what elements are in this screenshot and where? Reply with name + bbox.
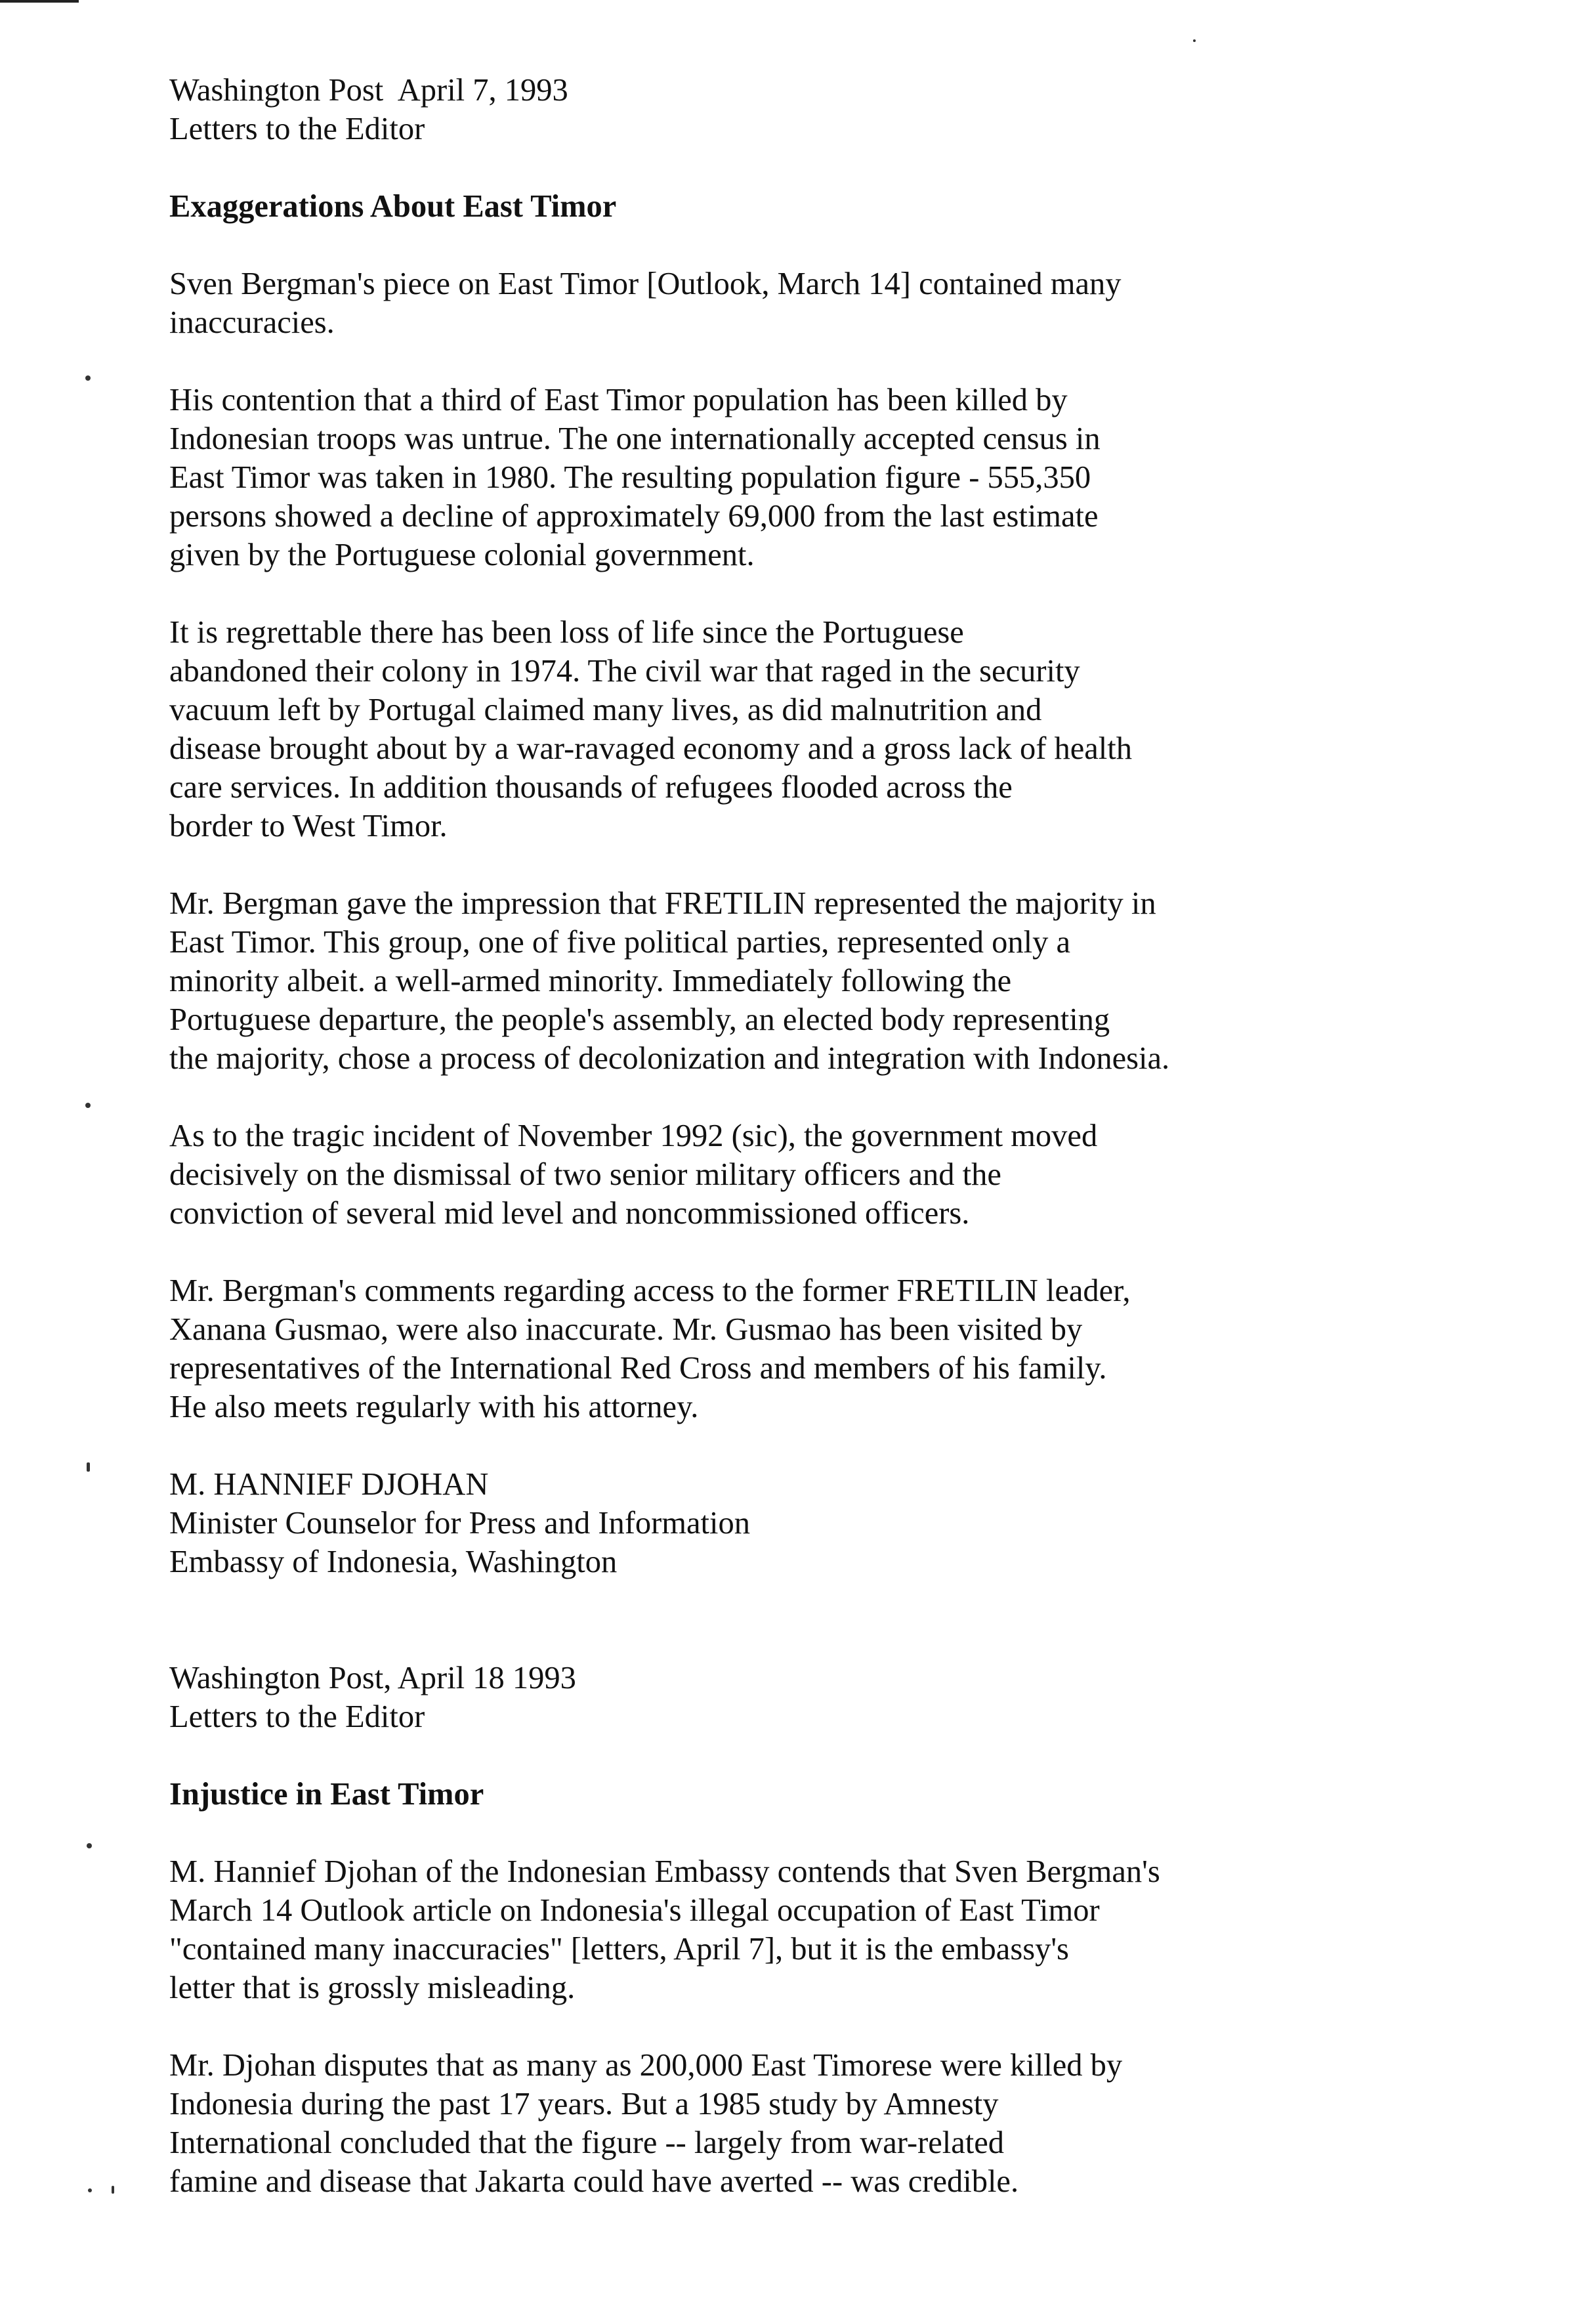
scan-edge-mark [0, 0, 79, 3]
letter-1-paragraph-3 [169, 613, 1456, 845]
text-line: abandoned their colony in 1974. The civil war that raged in the security [169, 654, 1080, 689]
letter-2-source: Washington Post, April 18 1993 [169, 1661, 576, 1695]
letter-1-title: Exaggerations About East Timor [169, 189, 617, 224]
text-line: Sven Bergman's piece on East Timor [Outlook, March 14] contained many [169, 266, 1122, 301]
text-line: "contained many inaccuracies" [letters, April 7], but it is the embassy's [169, 1932, 1069, 1967]
text-line: East Timor was taken in 1980. The resulting population figure - 555,350 [169, 460, 1091, 495]
text-line: disease brought about by a war-ravaged economy and a gross lack of health [169, 731, 1132, 766]
signature-name: M. HANNIEF DJOHAN [169, 1467, 489, 1502]
text-line: letter that is grossly misleading. [169, 1970, 576, 2005]
letter-1-paragraph-6 [169, 1271, 1456, 1426]
text-line: March 14 Outlook article on Indonesia's illegal occupation of East Timor [169, 1893, 1100, 1928]
letter-2-section: Letters to the Editor [169, 1699, 425, 1734]
letter-2-paragraph-1 [169, 1852, 1456, 2007]
text-line: As to the tragic incident of November 1992 (sic), the government moved [169, 1118, 1098, 1153]
text-line: decisively on the dismissal of two senior military officers and the [169, 1157, 1001, 1192]
text-line: conviction of several mid level and noncommissioned officers. [169, 1196, 970, 1231]
scan-speck [85, 375, 91, 381]
text-line: persons showed a decline of approximately 69,000 from the last estimate [169, 499, 1099, 534]
scan-speck [1193, 39, 1196, 42]
section-spacer [169, 1581, 1456, 1659]
signature-organization: Embassy of Indonesia, Washington [169, 1544, 618, 1579]
scan-speck [87, 1462, 90, 1472]
text-line: border to West Timor. [169, 809, 448, 843]
text-line: given by the Portuguese colonial government. [169, 538, 755, 572]
scan-speck [88, 2188, 92, 2192]
text-line: care services. In addition thousands of refugees flooded across the [169, 770, 1013, 805]
text-line: inaccuracies. [169, 305, 335, 340]
text-line: International concluded that the figure -- largely from war-related [169, 2125, 1005, 2160]
scan-speck [85, 1103, 91, 1108]
letter-1-paragraph-4 [169, 884, 1456, 1078]
signature-position: Minister Counselor for Press and Information [169, 1506, 750, 1541]
letter-2-title: Injustice in East Timor [169, 1777, 484, 1812]
letter-1-paragraph-5 [169, 1117, 1456, 1233]
scan-speck [87, 1843, 92, 1848]
text-line: He also meets regularly with his attorney. [169, 1390, 699, 1424]
letter-1-source: Washington Post April 7, 1993 [169, 73, 568, 108]
scan-speck [112, 2186, 114, 2194]
text-line: Portuguese departure, the people's assembly, an elected body representing [169, 1002, 1110, 1037]
letter-1 [169, 71, 1456, 1581]
text-line: Indonesian troops was untrue. The one internationally accepted census in [169, 421, 1101, 456]
letter-1-paragraph-1 [169, 265, 1456, 342]
text-line: the majority, chose a process of decolonization and integration with Indonesia. [169, 1041, 1170, 1076]
text-line: East Timor. This group, one of five political parties, represented only a [169, 925, 1071, 960]
text-line: Mr. Bergman gave the impression that FRETILIN represented the majority in [169, 886, 1156, 921]
text-line: M. Hannief Djohan of the Indonesian Embassy contends that Sven Bergman's [169, 1854, 1160, 1889]
letter-2-paragraph-2 [169, 2046, 1456, 2201]
text-line: It is regrettable there has been loss of life since the Portuguese [169, 615, 964, 650]
letter-1-signature [169, 1465, 1456, 1581]
letter-1-section: Letters to the Editor [169, 112, 425, 146]
text-line: minority albeit. a well-armed minority. Immediately following the [169, 964, 1012, 998]
text-line: vacuum left by Portugal claimed many lives, as did malnutrition and [169, 692, 1042, 727]
letter-2 [169, 1659, 1456, 2201]
text-line: His contention that a third of East Timor population has been killed by [169, 383, 1068, 417]
text-line: Mr. Bergman's comments regarding access to the former FRETILIN leader, [169, 1273, 1131, 1308]
letter-1-paragraph-2 [169, 381, 1456, 574]
text-line: Xanana Gusmao, were also inaccurate. Mr. Gusmao has been visited by [169, 1312, 1083, 1347]
text-line: Mr. Djohan disputes that as many as 200,000 East Timorese were killed by [169, 2048, 1123, 2083]
text-line: Indonesia during the past 17 years. But a 1985 study by Amnesty [169, 2087, 999, 2121]
text-line: famine and disease that Jakarta could have averted -- was credible. [169, 2164, 1019, 2199]
text-line: representatives of the International Red Cross and members of his family. [169, 1351, 1107, 1386]
document-body [169, 71, 1456, 2240]
